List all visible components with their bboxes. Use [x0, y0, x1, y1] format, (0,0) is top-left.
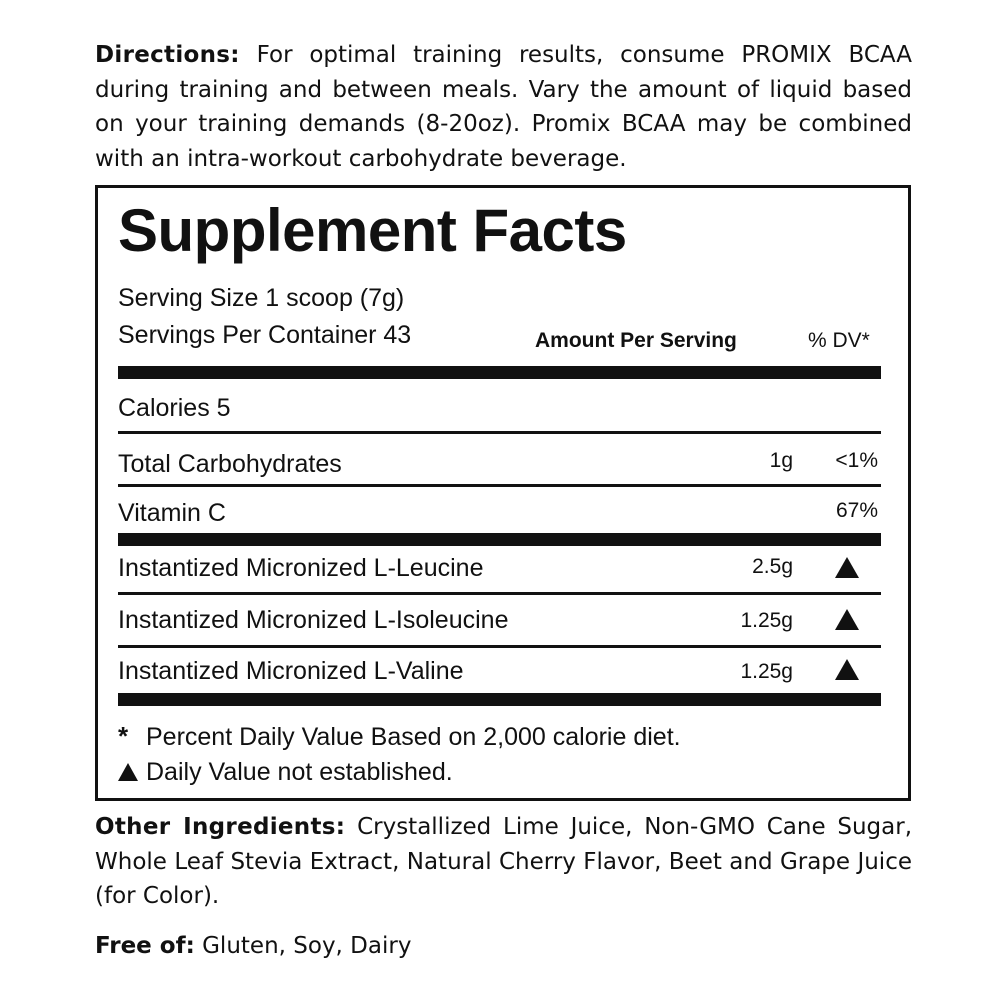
triangle-icon — [835, 609, 859, 630]
thick-divider — [118, 366, 881, 379]
nutrient-dv: <1% — [835, 449, 878, 472]
daily-value-header: % DV* — [808, 329, 870, 352]
footnote-daily-value — [118, 721, 681, 752]
free-of-line — [95, 933, 411, 959]
directions-text: For optimal training results, consume PROMIX BCAA during training and between meals. Vary the amount of liquid based on your training demands (8-20oz). Promix BCAA may be combined with an intra-workout carbohydrate beverage. — [95, 42, 913, 172]
nutrient-dv: 67% — [835, 499, 878, 522]
triangle-icon — [118, 763, 138, 781]
ingredient-name: Instantized Micronized L-Valine — [118, 657, 464, 685]
other-ingredients-text: Crystallized Lime Juice, Non-GMO Cane Sugar, Whole Leaf Stevia Extract, Natural Cherry Flavor, Beet and Grape Juice (for Color). — [95, 814, 913, 909]
footnote-not-established-text: Daily Value not established. — [146, 758, 453, 786]
ingredient-amount: 2.5g — [752, 555, 793, 578]
footnote-not-established — [118, 758, 453, 787]
serving-size: Serving Size 1 scoop (7g) — [118, 284, 405, 312]
triangle-icon — [835, 557, 859, 578]
divider — [118, 592, 881, 595]
nutrient-amount: 1g — [769, 449, 793, 472]
asterisk-icon: * — [118, 721, 129, 751]
supplement-facts-panel — [95, 185, 911, 801]
nutrient-name: Total Carbohydrates — [118, 450, 342, 478]
directions-paragraph — [95, 38, 912, 176]
divider — [118, 645, 881, 648]
free-of-label: Free of: — [95, 933, 195, 959]
ingredient-name: Instantized Micronized L-Leucine — [118, 554, 484, 582]
amount-per-serving-header: Amount Per Serving — [535, 329, 737, 352]
free-of-text: Gluten, Soy, Dairy — [202, 933, 412, 959]
ingredient-amount: 1.25g — [740, 609, 793, 632]
nutrient-name: Vitamin C — [118, 499, 226, 527]
directions-label: Directions: — [95, 42, 240, 68]
thick-divider — [118, 533, 881, 546]
divider — [118, 431, 881, 434]
calories: Calories 5 — [118, 394, 231, 422]
ingredient-name: Instantized Micronized L-Isoleucine — [118, 606, 509, 634]
other-ingredients-label: Other Ingredients: — [95, 814, 346, 840]
servings-per-container: Servings Per Container 43 — [118, 321, 412, 349]
ingredient-amount: 1.25g — [740, 660, 793, 683]
facts-title: Supplement Facts — [118, 197, 627, 264]
divider — [118, 484, 881, 487]
footnote-daily-value-text: Percent Daily Value Based on 2,000 calorie diet. — [146, 723, 681, 751]
thick-divider — [118, 693, 881, 706]
other-ingredients-paragraph — [95, 810, 912, 914]
triangle-icon — [835, 659, 859, 680]
